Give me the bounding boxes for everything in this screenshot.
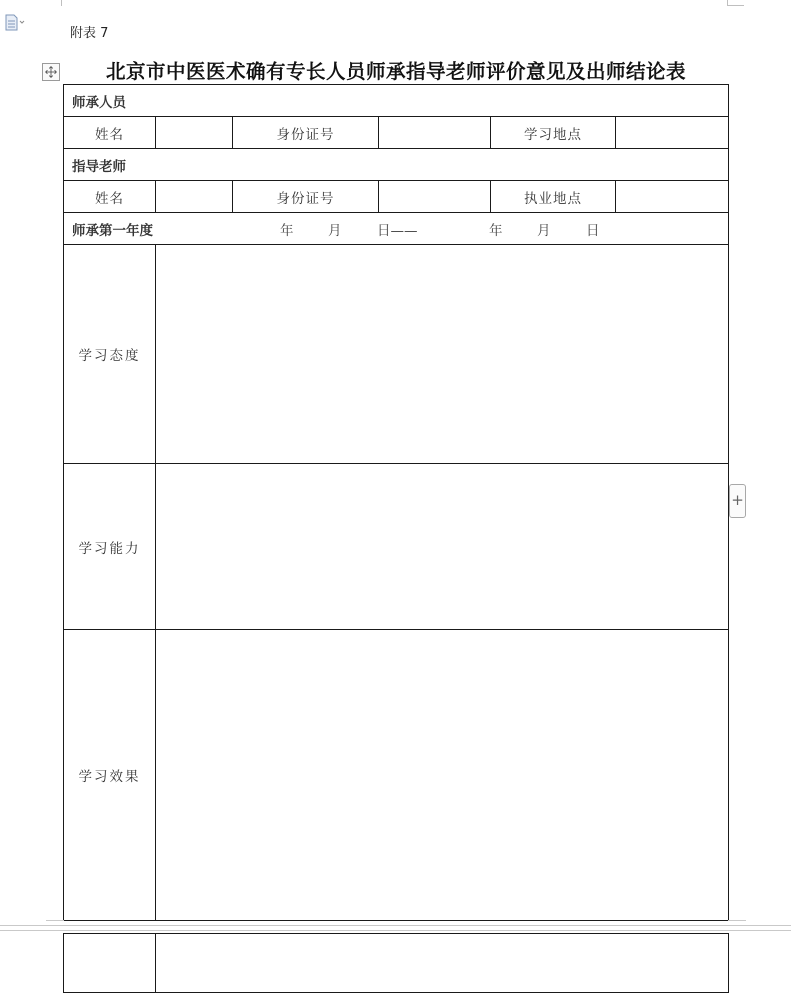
period-end-year: 年 <box>489 222 503 239</box>
period-start-year: 年 <box>280 222 294 239</box>
mentor-section-header: 指导老师 <box>64 149 729 181</box>
evaluation-form-table <box>63 84 729 921</box>
mentor-id-label: 身份证号 <box>233 181 379 213</box>
mentor-location-field[interactable] <box>616 181 729 213</box>
period-start-day: 日—— <box>377 222 418 239</box>
attitude-field[interactable] <box>156 245 729 464</box>
apprentice-id-field[interactable] <box>379 117 491 149</box>
next-page-table <box>63 933 729 993</box>
table-move-handle-icon[interactable] <box>42 63 60 81</box>
apprentice-name-field[interactable] <box>156 117 233 149</box>
effect-label: 学习效果 <box>64 630 156 921</box>
effect-field[interactable] <box>156 630 729 921</box>
next-page-label-cell <box>64 934 156 993</box>
apprentice-name-label: 姓名 <box>64 117 156 149</box>
mentor-name-label: 姓名 <box>64 181 156 213</box>
period-label: 师承第一年度 <box>72 222 153 239</box>
next-page-field-cell[interactable] <box>156 934 729 993</box>
annex-label: 附表 7 <box>70 26 109 41</box>
page-break-tick-right <box>728 920 746 921</box>
attitude-label: 学习态度 <box>64 245 156 464</box>
mentor-location-label: 执业地点 <box>491 181 616 213</box>
ability-label: 学习能力 <box>64 464 156 630</box>
page-corner-mark-left <box>61 0 62 6</box>
apprentice-id-label: 身份证号 <box>233 117 379 149</box>
page-break-tick-left <box>46 920 64 921</box>
apprentice-location-field[interactable] <box>616 117 729 149</box>
period-end-month: 月 <box>537 222 551 239</box>
mentor-id-field[interactable] <box>379 181 491 213</box>
document-icon[interactable] <box>4 14 26 32</box>
page-corner-mark-right-h <box>728 5 744 6</box>
apprentice-location-label: 学习地点 <box>491 117 616 149</box>
page-break-line-top <box>0 925 791 926</box>
ability-field[interactable] <box>156 464 729 630</box>
period-end-day: 日 <box>586 222 600 239</box>
page-break-line-bottom <box>0 930 791 931</box>
apprentice-section-header: 师承人员 <box>64 85 729 117</box>
add-row-button[interactable]: + <box>729 484 746 518</box>
period-row[interactable] <box>64 213 729 245</box>
page-title: 北京市中医医术确有专长人员师承指导老师评价意见及出师结论表 <box>105 60 686 83</box>
mentor-name-field[interactable] <box>156 181 233 213</box>
period-start-month: 月 <box>328 222 342 239</box>
